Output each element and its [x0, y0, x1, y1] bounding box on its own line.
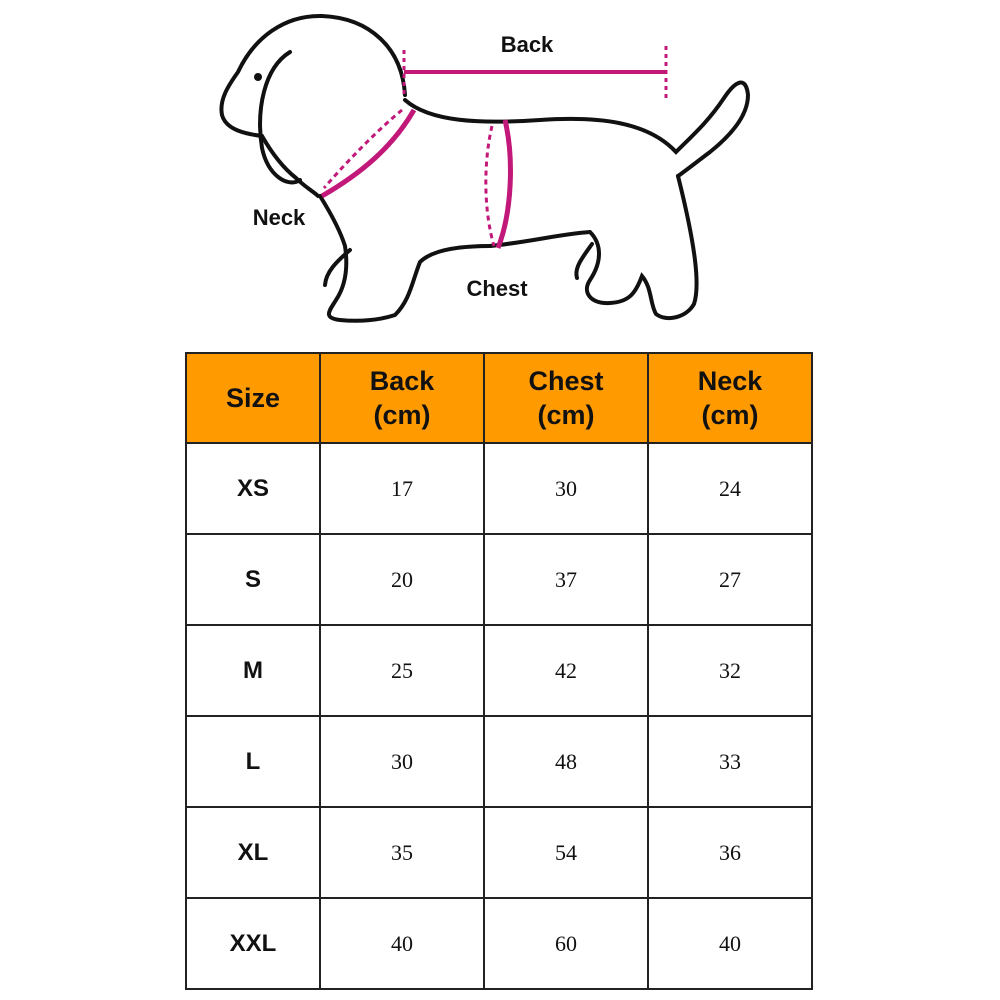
chest-cell: 30 — [484, 443, 648, 534]
header-size-label: Size — [225, 383, 281, 413]
back-label: Back — [500, 32, 554, 57]
header-chest — [484, 353, 648, 443]
neck-cell: 36 — [648, 807, 812, 898]
back-cell: 30 — [320, 716, 484, 807]
neck-measure-back-dashed — [324, 110, 402, 188]
size-cell: S — [186, 534, 320, 625]
dog-eye — [254, 73, 262, 81]
header-neck-label: Neck — [697, 366, 763, 396]
chest-measure-back-dashed — [486, 126, 494, 246]
table-row — [186, 807, 812, 898]
chest-measure-front — [498, 120, 510, 248]
neck-cell: 33 — [648, 716, 812, 807]
size-chart-table — [185, 352, 813, 990]
chest-cell: 48 — [484, 716, 648, 807]
chest-cell: 42 — [484, 625, 648, 716]
table-row — [186, 716, 812, 807]
table-row — [186, 625, 812, 716]
header-neck-unit: (cm) — [701, 400, 759, 430]
chest-cell: 60 — [484, 898, 648, 989]
neck-cell: 24 — [648, 443, 812, 534]
size-cell: XL — [186, 807, 320, 898]
neck-cell: 27 — [648, 534, 812, 625]
header-back-label: Back — [369, 366, 435, 396]
header-chest-label: Chest — [528, 366, 604, 396]
neck-measure-front — [322, 110, 414, 196]
back-cell: 35 — [320, 807, 484, 898]
dog-back-outline — [405, 83, 748, 176]
back-cell: 17 — [320, 443, 484, 534]
size-cell: XS — [186, 443, 320, 534]
neck-label: Neck — [252, 205, 306, 230]
back-cell: 20 — [320, 534, 484, 625]
table-header-row — [186, 353, 812, 443]
back-cell: 40 — [320, 898, 484, 989]
size-cell: M — [186, 625, 320, 716]
header-neck — [648, 353, 812, 443]
size-cell: XXL — [186, 898, 320, 989]
dog-inner-hind-leg — [576, 244, 592, 278]
header-back — [320, 353, 484, 443]
dog-measurement-diagram — [0, 0, 1000, 340]
neck-cell: 32 — [648, 625, 812, 716]
chest-cell: 37 — [484, 534, 648, 625]
table-row — [186, 898, 812, 989]
header-chest-unit: (cm) — [537, 400, 595, 430]
dog-front-leg-outline — [320, 196, 490, 321]
neck-cell: 40 — [648, 898, 812, 989]
size-cell: L — [186, 716, 320, 807]
header-back-unit: (cm) — [373, 400, 431, 430]
table-row — [186, 443, 812, 534]
back-cell: 25 — [320, 625, 484, 716]
chest-label: Chest — [466, 276, 528, 301]
chest-cell: 54 — [484, 807, 648, 898]
header-size — [186, 353, 320, 443]
dog-head-outline — [221, 16, 405, 196]
table-row — [186, 534, 812, 625]
